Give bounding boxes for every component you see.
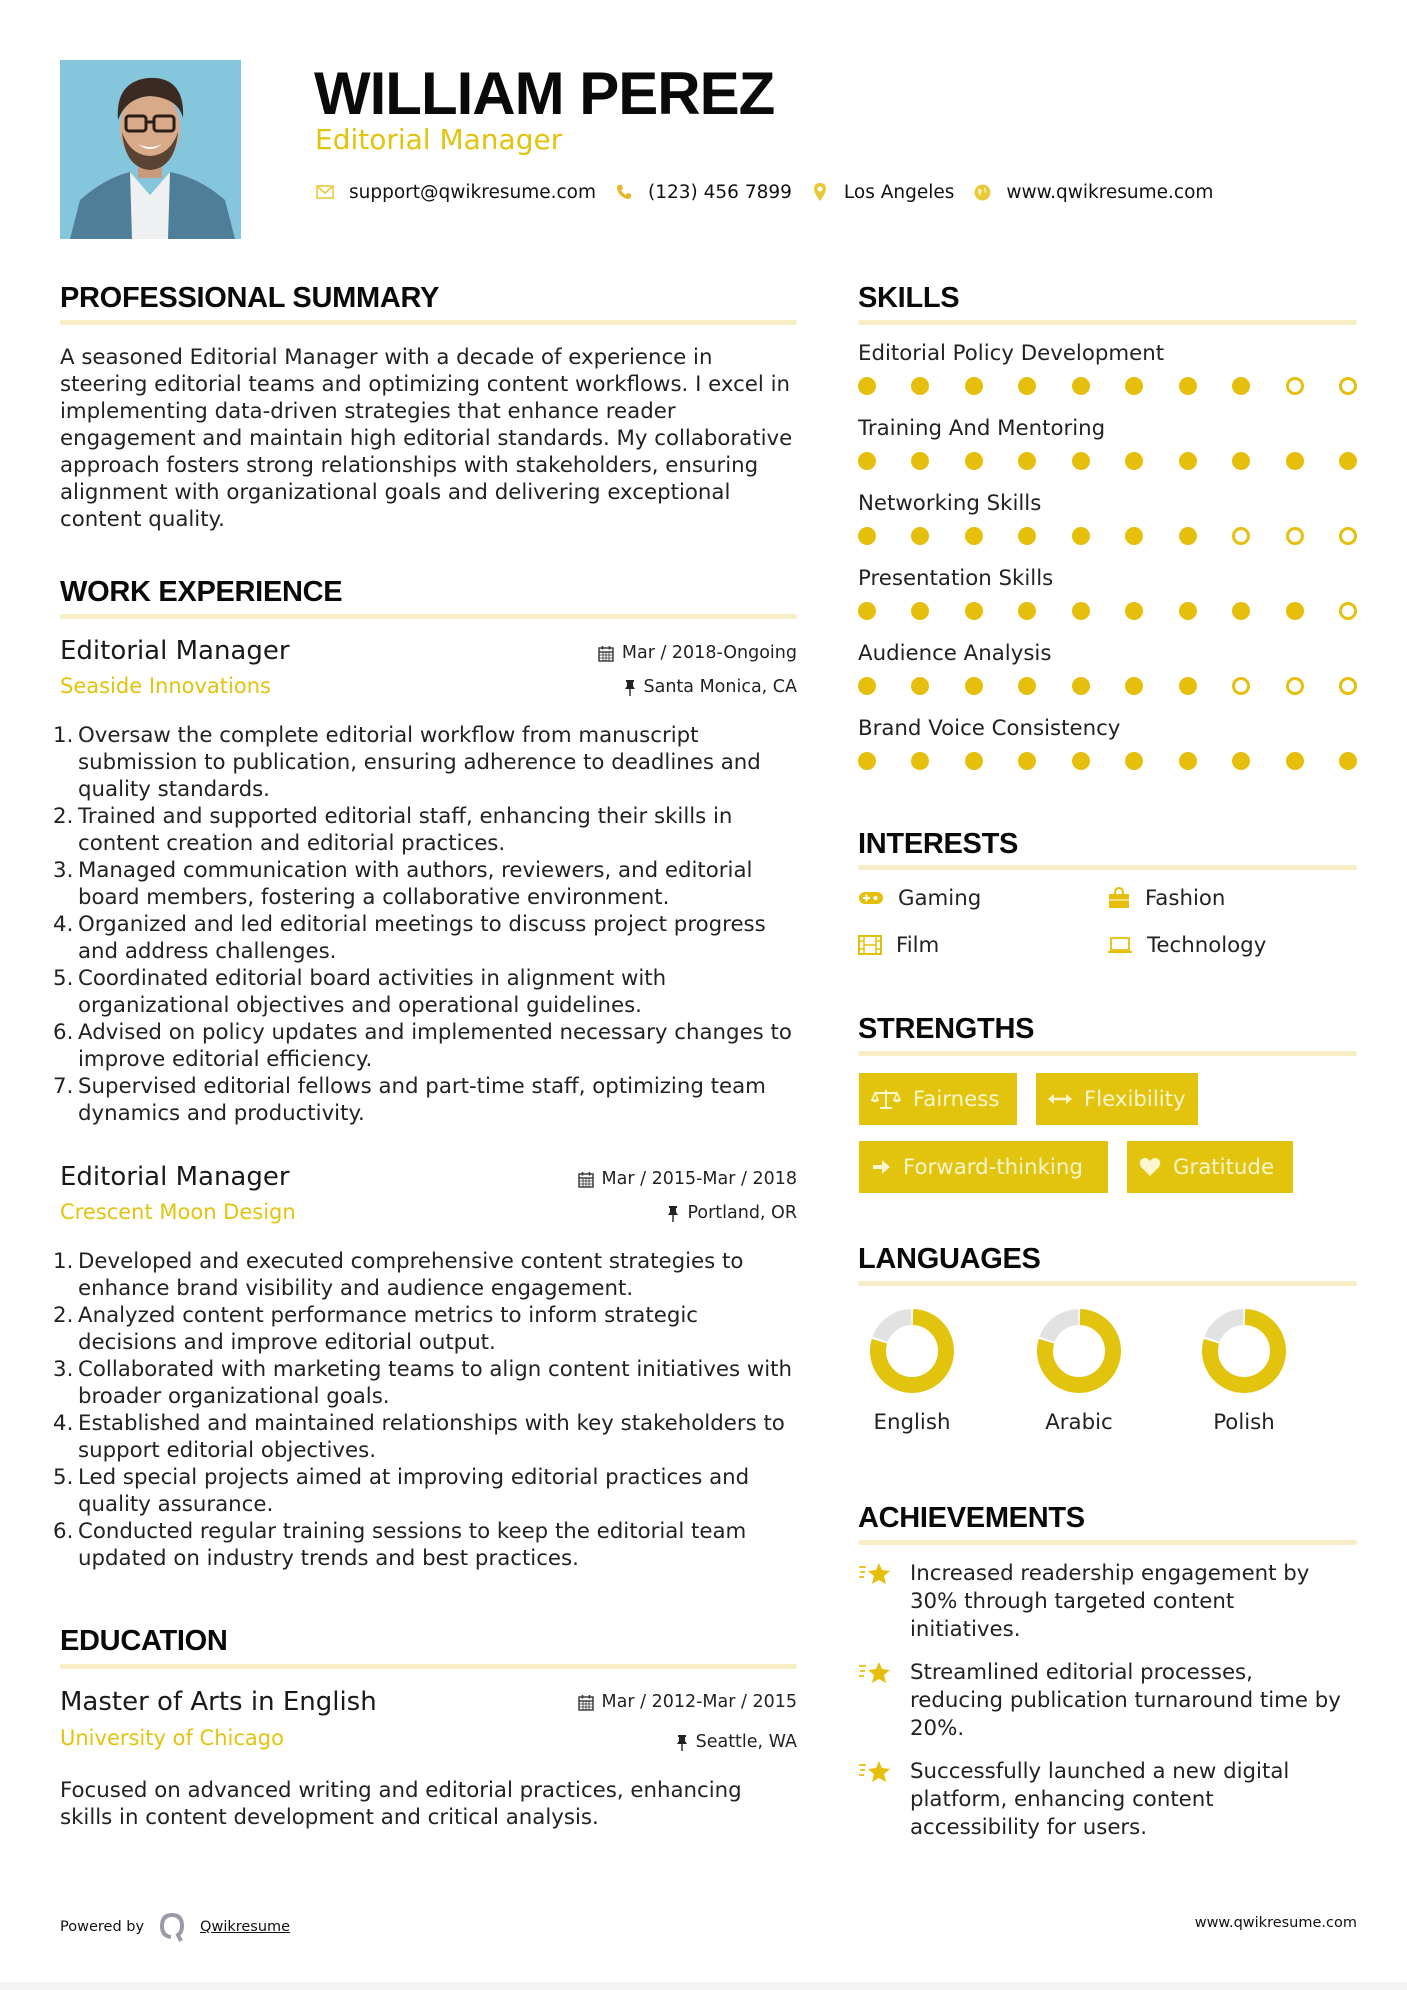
degree-title: Master of Arts in English: [60, 1687, 377, 1717]
skill-item: [858, 415, 1357, 471]
qwikresume-logo-icon: [158, 1912, 186, 1942]
job-entry-1: [60, 635, 797, 707]
shooting-star-icon: [858, 1560, 892, 1588]
shopping-bag-icon: [1107, 887, 1131, 909]
list-item: Conducted regular training sessions to keep the editorial team updated on industry trends and best practices.: [78, 1519, 747, 1571]
rating-dot-empty: [1339, 677, 1357, 695]
list-item: Analyzed content performance metrics to inform strategic decisions and improve editorial output.: [78, 1303, 698, 1355]
rating-dot-filled: [1179, 377, 1197, 395]
rating-dot-filled: [1072, 602, 1090, 620]
education-dates-text: Mar / 2012-Mar / 2015: [601, 1692, 797, 1712]
contact-location-text: Los Angeles: [843, 181, 955, 203]
rating-dot-filled: [1125, 377, 1143, 395]
education-description: Focused on advanced writing and editorial practices, enhancing skills in content development and critical analysis.: [60, 1778, 742, 1830]
rating-dot-empty: [1339, 377, 1357, 395]
interest-label: Film: [896, 932, 940, 958]
thumbtack-icon: [624, 679, 636, 696]
contact-phone-text: (123) 456 7899: [648, 181, 792, 203]
rating-dot-filled: [1232, 452, 1250, 470]
rating-dot-filled: [1018, 452, 1036, 470]
balance-scale-icon: [871, 1088, 901, 1110]
heart-icon: [1139, 1157, 1161, 1177]
skill-rating: [858, 526, 1357, 546]
language-proficiency-donut: [1201, 1308, 1287, 1394]
education-location: [676, 1730, 797, 1754]
rating-dot-filled: [1018, 677, 1036, 695]
calendar-icon: [598, 645, 614, 662]
rating-dot-filled: [858, 752, 876, 770]
arrow-right-icon: [871, 1157, 891, 1177]
thumbtack-icon: [676, 1734, 688, 1751]
rating-dot-filled: [1232, 602, 1250, 620]
list-item: Collaborated with marketing teams to align content initiatives with broader organizational goals.: [78, 1357, 793, 1409]
calendar-icon: [578, 1171, 594, 1188]
strength-flexibility: [1036, 1073, 1198, 1125]
rating-dot-filled: [1072, 377, 1090, 395]
skill-item: [858, 715, 1357, 771]
rating-dot-filled: [858, 527, 876, 545]
strengths-heading: STRENGTHS: [858, 1013, 1035, 1045]
skill-name: Networking Skills: [858, 491, 1042, 516]
job-dates: [578, 1167, 797, 1191]
education-entry: [60, 1686, 797, 1758]
school-name: University of Chicago: [60, 1726, 284, 1750]
film-icon: [858, 935, 882, 955]
contact-bar: [315, 178, 1231, 206]
strength-label: Forward-thinking: [903, 1154, 1083, 1180]
rating-dot-empty: [1286, 377, 1304, 395]
achievement-text: Successfully launched a new digital platform, enhancing content accessibility for users.: [910, 1759, 1290, 1840]
skill-name: Brand Voice Consistency: [858, 716, 1121, 741]
gamepad-icon: [858, 890, 884, 906]
education-dates: [578, 1690, 797, 1714]
skill-rating: [858, 601, 1357, 621]
list-item: Led special projects aimed at improving editorial practices and quality assurance.: [78, 1465, 750, 1517]
rating-dot-filled: [1072, 752, 1090, 770]
interest-film: [858, 930, 939, 960]
phone-icon: [614, 182, 634, 202]
rating-dot-filled: [1232, 752, 1250, 770]
interest-label: Fashion: [1145, 885, 1226, 911]
interest-label: Technology: [1147, 932, 1267, 958]
candidate-name: WILLIAM PEREZ: [314, 60, 775, 127]
rating-dot-empty: [1286, 527, 1304, 545]
job-location-text: Santa Monica, CA: [643, 677, 797, 697]
rating-dot-filled: [1179, 752, 1197, 770]
interest-label: Gaming: [898, 885, 982, 911]
envelope-icon: [315, 182, 335, 202]
list-item: Oversaw the complete editorial workflow from manuscript submission to publication, ensuring adherence to deadlines and quality standards.: [78, 723, 761, 802]
rating-dot-filled: [1125, 452, 1143, 470]
list-item: Developed and executed comprehensive content strategies to enhance brand visibility and audience engagement.: [78, 1249, 744, 1301]
skill-rating: [858, 676, 1357, 696]
candidate-title: Editorial Manager: [315, 123, 563, 156]
languages-divider: [858, 1281, 1357, 1286]
list-item: Supervised editorial fellows and part-time staff, optimizing team dynamics and productivity.: [78, 1074, 766, 1126]
job-1-responsibilities: [60, 722, 800, 1127]
achievements-heading: ACHIEVEMENTS: [858, 1502, 1085, 1534]
shooting-star-icon: [858, 1659, 892, 1687]
rating-dot-filled: [1232, 377, 1250, 395]
job-company: Seaside Innovations: [60, 674, 271, 698]
job-dates-text: Mar / 2015-Mar / 2018: [601, 1169, 797, 1189]
job-location: [667, 1201, 797, 1225]
rating-dot-filled: [911, 752, 929, 770]
rating-dot-filled: [858, 677, 876, 695]
language-proficiency-donut: [1036, 1308, 1122, 1394]
rating-dot-filled: [965, 377, 983, 395]
skill-item: [858, 490, 1357, 546]
laptop-icon: [1107, 936, 1133, 954]
rating-dot-filled: [1018, 752, 1036, 770]
map-pin-icon: [810, 182, 830, 202]
language-item: [852, 1308, 972, 1435]
skill-rating: [858, 751, 1357, 771]
list-item: Managed communication with authors, reviewers, and editorial board members, fostering a collaborative environment.: [78, 858, 753, 910]
rating-dot-empty: [1232, 677, 1250, 695]
rating-dot-filled: [1125, 677, 1143, 695]
rating-dot-filled: [1339, 452, 1357, 470]
arrows-horizontal-icon: [1048, 1093, 1072, 1105]
rating-dot-filled: [1018, 377, 1036, 395]
rating-dot-filled: [1072, 452, 1090, 470]
contact-website-text: www.qwikresume.com: [1006, 181, 1214, 203]
profile-photo: [60, 60, 241, 239]
rating-dot-filled: [1286, 452, 1304, 470]
education-heading: EDUCATION: [60, 1625, 228, 1657]
achievement-item: [858, 1560, 1357, 1644]
contact-website[interactable]: [972, 182, 1213, 203]
rating-dot-filled: [1125, 527, 1143, 545]
rating-dot-filled: [1286, 752, 1304, 770]
rating-dot-filled: [965, 602, 983, 620]
interest-technology: [1107, 930, 1266, 960]
rating-dot-filled: [965, 677, 983, 695]
interests-divider: [858, 865, 1357, 870]
rating-dot-filled: [1018, 527, 1036, 545]
skills-divider: [858, 320, 1357, 325]
contact-location: [810, 182, 955, 203]
job-dates: [598, 641, 797, 665]
skill-name: Training And Mentoring: [858, 416, 1106, 441]
rating-dot-filled: [911, 602, 929, 620]
skill-item: [858, 565, 1357, 621]
experience-heading: WORK EXPERIENCE: [60, 576, 343, 608]
rating-dot-empty: [1339, 527, 1357, 545]
rating-dot-filled: [965, 527, 983, 545]
rating-dot-filled: [911, 377, 929, 395]
skill-name: Audience Analysis: [858, 641, 1052, 666]
contact-phone[interactable]: [614, 182, 792, 203]
strength-label: Fairness: [913, 1086, 1000, 1112]
rating-dot-filled: [1072, 527, 1090, 545]
rating-dot-filled: [911, 452, 929, 470]
rating-dot-filled: [1179, 452, 1197, 470]
achievement-item: [858, 1758, 1357, 1842]
rating-dot-filled: [911, 527, 929, 545]
language-label: Polish: [1213, 1410, 1275, 1435]
rating-dot-empty: [1339, 602, 1357, 620]
rating-dot-filled: [1125, 602, 1143, 620]
list-item: Trained and supported editorial staff, enhancing their skills in content creation and editorial practices.: [78, 804, 733, 856]
education-location-text: Seattle, WA: [695, 1732, 797, 1752]
language-proficiency-donut: [869, 1308, 955, 1394]
job-location-text: Portland, OR: [687, 1203, 797, 1223]
achievement-item: [858, 1659, 1357, 1743]
experience-divider: [60, 614, 797, 619]
qwikresume-link[interactable]: Qwikresume: [200, 1919, 291, 1935]
job-2-responsibilities: [60, 1248, 800, 1572]
list-item: Organized and led editorial meetings to discuss project progress and address challenges.: [78, 912, 766, 964]
shooting-star-icon: [858, 1758, 892, 1786]
job-company: Crescent Moon Design: [60, 1200, 296, 1224]
list-item: Established and maintained relationships with key stakeholders to support editorial objectives.: [78, 1411, 785, 1463]
skill-name: Editorial Policy Development: [858, 341, 1165, 366]
education-divider: [60, 1664, 797, 1669]
calendar-icon: [578, 1694, 594, 1711]
rating-dot-filled: [1286, 602, 1304, 620]
skill-item: [858, 640, 1357, 696]
rating-dot-filled: [1179, 677, 1197, 695]
rating-dot-empty: [1232, 527, 1250, 545]
skill-rating: [858, 376, 1357, 396]
summary-divider: [60, 320, 797, 325]
list-item: Coordinated editorial board activities in alignment with organizational objectives and operational guidelines.: [78, 966, 667, 1018]
contact-email[interactable]: [315, 182, 596, 203]
rating-dot-filled: [965, 752, 983, 770]
achievement-text: Streamlined editorial processes, reducing publication turnaround time by 20%.: [910, 1660, 1341, 1741]
strength-label: Flexibility: [1084, 1086, 1186, 1112]
language-label: English: [873, 1410, 951, 1435]
rating-dot-filled: [1125, 752, 1143, 770]
powered-by-label: Powered by: [60, 1919, 145, 1935]
rating-dot-filled: [1339, 752, 1357, 770]
rating-dot-empty: [1286, 677, 1304, 695]
rating-dot-filled: [965, 452, 983, 470]
strength-forward-thinking: [859, 1141, 1108, 1193]
strength-label: Gratitude: [1173, 1154, 1275, 1180]
skill-name: Presentation Skills: [858, 566, 1054, 591]
skill-item: [858, 340, 1357, 396]
avatar: [60, 60, 241, 239]
page-bottom-edge: [0, 1982, 1407, 1990]
contact-email-text: support@qwikresume.com: [349, 181, 596, 203]
summary-heading: PROFESSIONAL SUMMARY: [60, 282, 440, 314]
interest-fashion: [1107, 883, 1225, 913]
strengths-divider: [858, 1051, 1357, 1056]
job-entry-2: [60, 1161, 797, 1233]
interest-gaming: [858, 883, 981, 913]
rating-dot-filled: [1179, 602, 1197, 620]
language-item: [1019, 1308, 1139, 1435]
languages-heading: LANGUAGES: [858, 1243, 1041, 1275]
rating-dot-filled: [858, 377, 876, 395]
rating-dot-filled: [1072, 677, 1090, 695]
footer-powered-by: [60, 1912, 290, 1942]
job-location: [624, 675, 798, 699]
job-role: Editorial Manager: [60, 636, 290, 666]
language-label: Arabic: [1045, 1410, 1113, 1435]
summary-text: A seasoned Editorial Manager with a decade of experience in steering editorial teams and optimizing content workflows. I excel in implementing data-driven strategies that enhance reader engagement and maintain high editorial standards. My collaborative approach fosters strong relationships with stakeholders, ensuring alignment with organizational goals and delivering exceptional content quality.: [60, 345, 793, 532]
skill-rating: [858, 451, 1357, 471]
strength-gratitude: [1127, 1141, 1293, 1193]
achievements-divider: [858, 1540, 1357, 1545]
rating-dot-filled: [858, 452, 876, 470]
rating-dot-filled: [858, 602, 876, 620]
language-item: [1184, 1308, 1304, 1435]
rating-dot-filled: [1179, 527, 1197, 545]
rating-dot-filled: [1018, 602, 1036, 620]
rating-dot-filled: [911, 677, 929, 695]
list-item: Advised on policy updates and implemented necessary changes to improve editorial efficiency.: [78, 1020, 792, 1072]
thumbtack-icon: [667, 1205, 679, 1222]
job-role: Editorial Manager: [60, 1162, 290, 1192]
globe-icon: [972, 182, 992, 202]
achievement-text: Increased readership engagement by 30% through targeted content initiatives.: [910, 1561, 1310, 1642]
footer-url[interactable]: www.qwikresume.com: [1194, 1915, 1357, 1931]
job-dates-text: Mar / 2018-Ongoing: [621, 643, 797, 663]
interests-heading: INTERESTS: [858, 828, 1019, 860]
strength-fairness: [859, 1073, 1017, 1125]
skills-heading: SKILLS: [858, 282, 960, 314]
